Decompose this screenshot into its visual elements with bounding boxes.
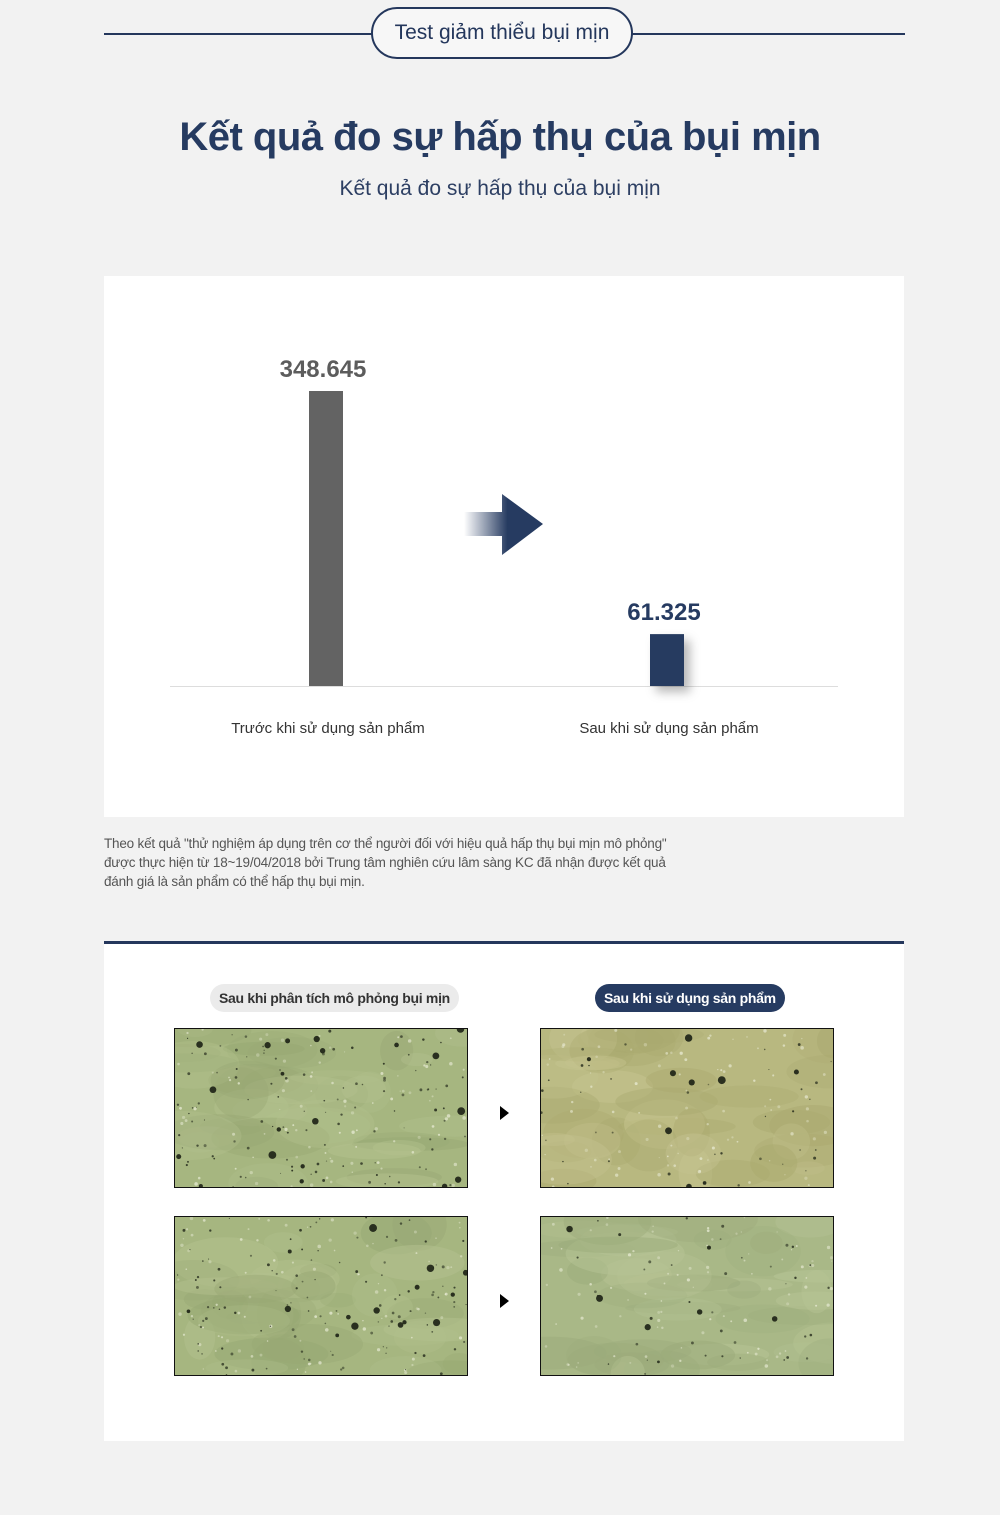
comparison-card (104, 941, 904, 1441)
header-line-right (632, 33, 905, 35)
microscope-image-before-1 (174, 1028, 468, 1188)
page-subtitle: Kết quả đo sự hấp thụ của bụi mịn (339, 177, 661, 200)
microscope-image-after-1 (540, 1028, 834, 1188)
microscope-image-before-2 (174, 1216, 468, 1376)
bar-after (650, 634, 684, 686)
after-label: Sau khi sử dụng sản phẩm (595, 984, 785, 1012)
bar-value-label: 61.325 (627, 599, 701, 627)
note-line: đánh giá là sản phẩm có thể hấp thụ bụi mịn. (104, 874, 365, 889)
bar-before (309, 391, 343, 686)
header-line-left (104, 33, 372, 35)
chart-card (104, 276, 904, 817)
page-title: Kết quả đo sự hấp thụ của bụi mịn (179, 115, 821, 159)
note-line: được thực hiện từ 18~19/04/2018 bởi Trung tâm nghiên cứu lâm sàng KC đã nhận được kết quả (104, 855, 666, 870)
bar-value-label: 348.645 (279, 356, 367, 383)
category-label: Trước khi sử dụng sản phẩm (231, 720, 425, 737)
arrow-right-icon (500, 1294, 509, 1308)
bar-chart (104, 276, 904, 817)
study-note (104, 834, 704, 891)
arrow-right-icon (464, 494, 543, 555)
before-label: Sau khi phân tích mô phỏng bụi mịn (210, 984, 459, 1012)
category-label: Sau khi sử dụng sản phẩm (579, 720, 759, 737)
arrow-right-icon (500, 1106, 509, 1120)
note-line: Theo kết quả "thử nghiệm áp dụng trên cơ thể người đối với hiệu quả hấp thụ bụi mịn mô phỏng" (104, 836, 667, 851)
section-badge: Test giảm thiểu bụi mịn (371, 7, 633, 59)
microscope-image-after-2 (540, 1216, 834, 1376)
